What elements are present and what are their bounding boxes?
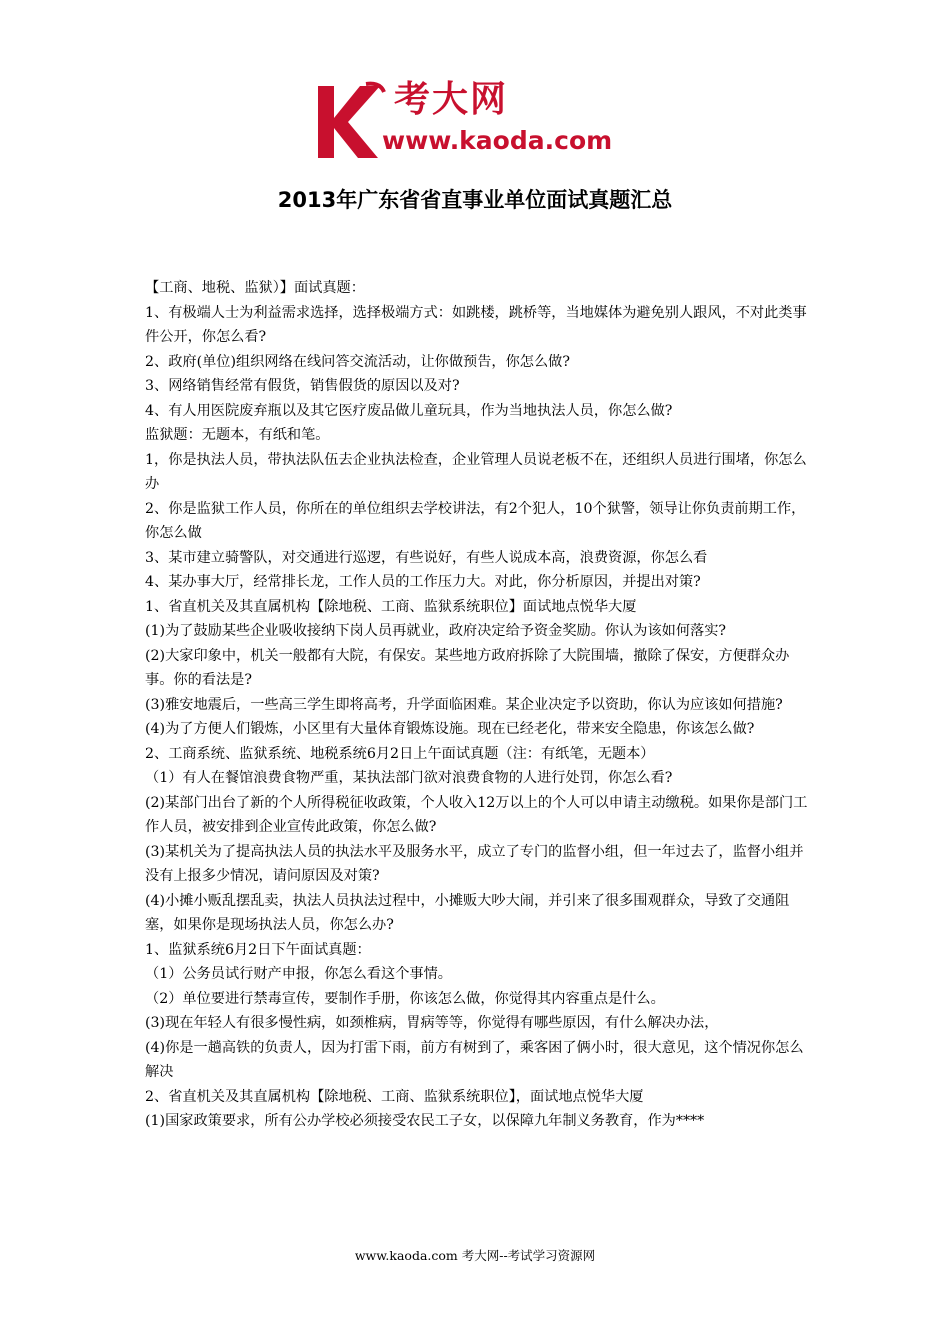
kaoda-logo bbox=[312, 78, 642, 162]
paragraph: (3)某机关为了提高执法人员的执法水平及服务水平，成立了专门的监督小组，但一年过去了，监督小组并没有上报多少情况，请问原因及对策? bbox=[145, 843, 804, 884]
paragraph: 1、有极端人士为利益需求选择，选择极端方式：如跳楼，跳桥等，当地媒体为避免别人跟风，不对此类事件公开，你怎么看? bbox=[145, 304, 807, 345]
paragraph: 4、有人用医院废弃瓶以及其它医疗废品做儿童玩具，作为当地执法人员，你怎么做? bbox=[145, 402, 673, 419]
paragraph: (1)国家政策要求，所有公办学校必须接受农民工子女，以保障九年制义务教育，作为**** bbox=[145, 1113, 705, 1129]
logo-brand-url: www.kaoda.com bbox=[382, 126, 613, 155]
paragraph: 2、政府(单位)组织网络在线问答交流活动，让你做预告，你怎么做? bbox=[145, 353, 570, 370]
paragraph: (2)大家印象中，机关一般都有大院，有保安。某些地方政府拆除了大院围墙，撤除了保安，方便群众办事。你的看法是? bbox=[145, 647, 790, 688]
page-footer: www.kaoda.com 考大网--考试学习资源网 bbox=[354, 1248, 596, 1263]
document-body bbox=[145, 276, 810, 1134]
paragraph: 2、省直机关及其直属机构【除地税、工商、监狱系统职位】，面试地点悦华大厦 bbox=[145, 1088, 644, 1105]
paragraph: (3)雅安地震后，一些高三学生即将高考，升学面临困难。某企业决定予以资助，你认为应该如何措施? bbox=[145, 696, 783, 713]
paragraph: 2、工商系统、监狱系统、地税系统6月2日上午面试真题（注：有纸笔，无题本） bbox=[145, 745, 655, 762]
logo-brand-name: 考大网 bbox=[394, 79, 509, 120]
paragraph: (1)为了鼓励某些企业吸收接纳下岗人员再就业，政府决定给予资金奖励。你认为该如何落实? bbox=[145, 623, 727, 639]
paragraph: (2)某部门出台了新的个人所得税征收政策，个人收入12万以上的个人可以申请主动缴税。如果你是部门工作人员，被安排到企业宣传此政策，你怎么做? bbox=[145, 794, 808, 835]
paragraph: (4)你是一趟高铁的负责人，因为打雷下雨，前方有树到了，乘客困了俩小时，很大意见，这个情况你怎么解决 bbox=[145, 1039, 804, 1080]
paragraph: 1、省直机关及其直属机构【除地税、工商、监狱系统职位】面试地点悦华大厦 bbox=[145, 598, 637, 615]
paragraph: (3)现在年轻人有很多慢性病，如颈椎病，胃病等等，你觉得有哪些原因，有什么解决办法， bbox=[145, 1015, 719, 1031]
paragraph: 3、网络销售经常有假货，销售假货的原因以及对? bbox=[145, 378, 460, 394]
paragraph: （1）公务员试行财产申报，你怎么看这个事情。 bbox=[145, 966, 452, 982]
paragraph: 2、你是监狱工作人员，你所在的单位组织去学校讲法，有2个犯人，10个狱警，领导让你负责前期工作，你怎么做 bbox=[145, 500, 806, 541]
paragraph: （1）有人在餐馆浪费食物严重，某执法部门欲对浪费食物的人进行处罚，你怎么看? bbox=[145, 770, 673, 786]
paragraph: 3、某市建立骑警队，对交通进行巡逻，有些说好，有些人说成本高，浪费资源，你怎么看 bbox=[145, 549, 708, 566]
paragraph: 1，你是执法人员，带执法队伍去企业执法检查，企业管理人员说老板不在，还组织人员进行围堵，你怎么办 bbox=[145, 451, 807, 492]
paragraph: 1、监狱系统6月2日下午面试真题： bbox=[145, 941, 371, 958]
paragraph: (4)小摊小贩乱摆乱卖，执法人员执法过程中，小摊贩大吵大闹，并引来了很多围观群众，导致了交通阻塞，如果你是现场执法人员，你怎么办? bbox=[145, 892, 790, 933]
paragraph: 4、某办事大厅，经常排长龙，工作人员的工作压力大。对此，你分析原因，并提出对策? bbox=[145, 574, 701, 590]
k-logo-icon bbox=[312, 78, 388, 162]
paragraph: （2）单位要进行禁毒宣传，要制作手册，你该怎么做，你觉得其内容重点是什么。 bbox=[145, 990, 665, 1007]
paragraph: 【工商、地税、监狱）】面试真题： bbox=[145, 280, 365, 296]
paragraph: 监狱题：无题本，有纸和笔。 bbox=[145, 427, 330, 443]
page-title: 2013年广东省省直事业单位面试真题汇总 bbox=[277, 188, 673, 212]
paragraph: (4)为了方便人们锻炼，小区里有大量体育锻炼设施。现在已经老化，带来安全隐患，你该怎么做? bbox=[145, 721, 755, 737]
